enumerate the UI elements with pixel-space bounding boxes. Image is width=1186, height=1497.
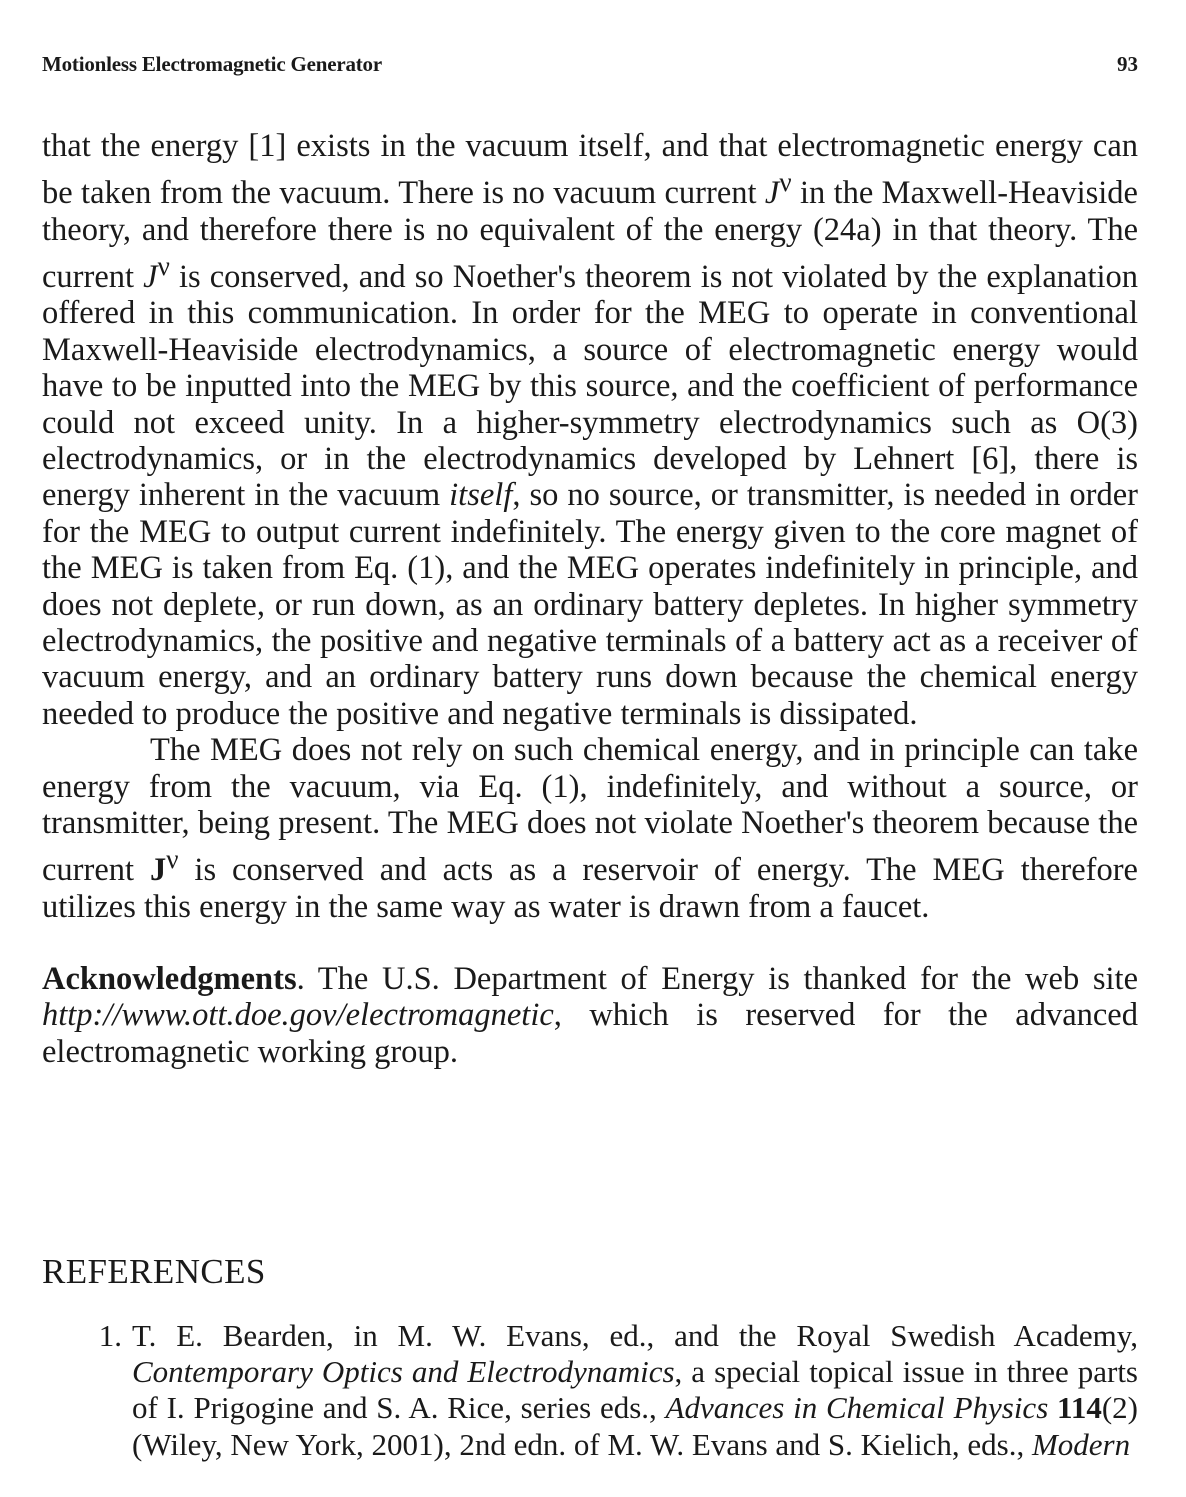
- nu-superscript: ν: [157, 251, 170, 282]
- ref-title-2: Modern: [1031, 1426, 1131, 1462]
- reference-item: [42, 1318, 1138, 1463]
- ref-text-3: (2) (Wiley, New York, 2001), 2nd edn. of M. W. Evans and S. Kielich, eds.,: [132, 1390, 1138, 1462]
- ref-text-1: T. E. Bearden, in M. W. Evans, ed., and the Royal Swedish Academy,: [132, 1318, 1138, 1353]
- acknowledgments-label: Acknowledgments: [42, 961, 297, 998]
- reference-number: 1.: [98, 1318, 122, 1353]
- references-list: [42, 1318, 1138, 1463]
- acknowledgments-paragraph: [42, 961, 1138, 1070]
- reference-text: [132, 1318, 1138, 1463]
- references-heading: REFERENCES: [42, 1252, 266, 1291]
- current-symbol: J: [143, 258, 158, 295]
- itself-emphasis: itself: [449, 477, 513, 514]
- p1-text-4: , so no source, or transmitter, is needed in order for the MEG to output current indefinitely. The energy given to the core magnet of the MEG is taken from Eq. (1), and the MEG operates indefinitely in principle, and does not deplete, or run down, as an ordinary battery depletes. In higher symmetry electrodynamics, the positive and negative terminals of a battery act as a receiver of vacuum energy, and an ordinary battery runs down because the chemical energy needed to produce the positive and negative terminals is dissipated.: [42, 477, 1138, 732]
- nu-superscript: ν: [166, 844, 179, 875]
- running-title: Motionless Electromagnetic Generator: [42, 51, 382, 76]
- current-symbol: J: [764, 175, 780, 212]
- page-number: 93: [1117, 51, 1138, 76]
- p1-text-2: in the Maxwell-Heaviside theory, and therefore there is no equivalent of the energy (24a) in that theory. The current: [42, 175, 1138, 295]
- paragraph-1: [42, 128, 1138, 732]
- current-vector-symbol: J: [149, 852, 167, 889]
- ack-url: http://www.ott.doe.gov/electromagnetic: [42, 997, 554, 1034]
- ref-text-2: , a special topical issue in three parts of I. Prigogine and S. A. Rice, series eds.,: [132, 1354, 1138, 1426]
- nu-superscript: ν: [779, 167, 792, 198]
- ref-volume: 114: [1057, 1390, 1102, 1426]
- body-text: [42, 128, 1138, 1070]
- p1-text-3: is conserved, and so Noether's theorem is not violated by the explanation offered in this communication. In order for the MEG to operate in conventional Maxwell-Heaviside electrodynamics, a source of electromagnetic energy would have to be inputted into the MEG by this source, and the coefficient of performance could not exceed unity. In a higher-symmetry electrodynamics such as O(3) electrodynamics, or in the electrodynamics developed by Lehnert [6], there is energy inherent in the vacuum: [42, 258, 1138, 514]
- p2-text-1: The MEG does not rely on such chemical energy, and in principle can take energy from the vacuum, via Eq. (1), indefinitely, and without a source, or transmitter, being present. The MEG does not violate Noether's theorem because the current: [42, 732, 1138, 889]
- ack-text-1: . The U.S. Department of Energy is thanked for the web site: [296, 961, 1138, 998]
- p1-text-1: that the energy [1] exists in the vacuum itself, and that electromagnetic energy can be taken from the vacuum. There is no vacuum current: [42, 128, 1138, 212]
- p2-text-2: is conserved and acts as a reservoir of energy. The MEG therefore utilizes this energy in the same way as water is drawn from a faucet.: [42, 852, 1138, 925]
- running-header: [42, 50, 1138, 78]
- ref-space: [1048, 1390, 1057, 1425]
- ref-title-1: Contemporary Optics and Electrodynamics: [132, 1354, 675, 1390]
- ack-text-2: , which is reserved for the advanced electromagnetic working group.: [42, 997, 1138, 1070]
- paragraph-2: [42, 732, 1138, 925]
- ref-journal: Advances in Chemical Physics: [665, 1390, 1049, 1426]
